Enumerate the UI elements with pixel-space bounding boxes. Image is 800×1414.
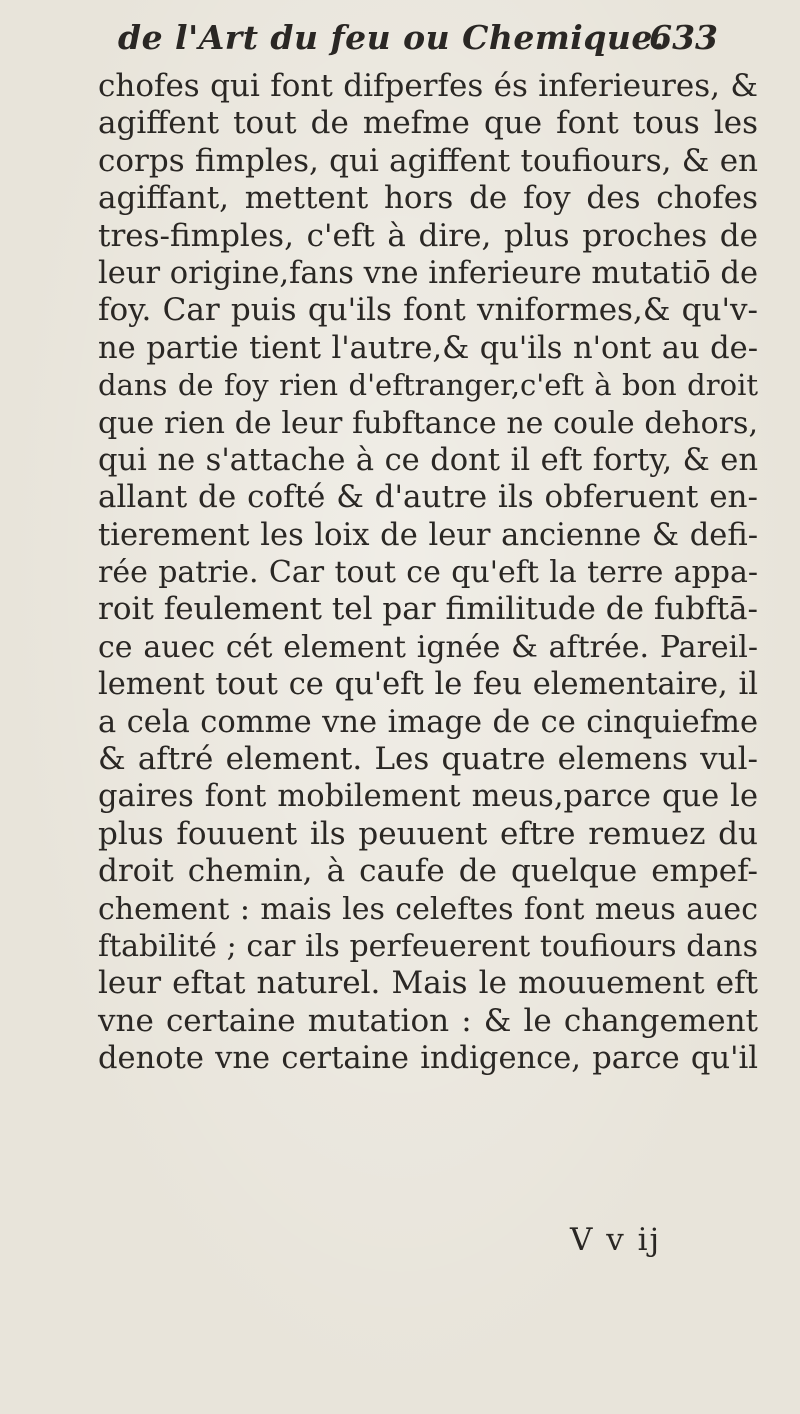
text-line: ftabilité ; car ils perfeuerent toufiours dans: [98, 928, 758, 964]
text-line: leur eftat naturel. Mais le mouuement eft: [98, 965, 758, 1002]
text-line: ce auec cét element ignée & aftrée. Pareil-: [98, 629, 758, 665]
body-text: [98, 68, 758, 1078]
running-head: [118, 18, 718, 68]
page-number: 633: [649, 18, 718, 57]
text-line: a cela comme vne image de ce cinquiefme: [98, 704, 758, 740]
signature-mark: V v ij: [570, 1222, 662, 1258]
text-line: lement tout ce qu'eft le feu elementaire, il: [98, 667, 758, 703]
text-line: rée patrie. Car tout ce qu'eft la terre appa-: [98, 555, 758, 591]
text-line: & aftré element. Les quatre elemens vul-: [98, 741, 758, 778]
text-line: tierement les loix de leur ancienne & defi-: [98, 517, 758, 553]
text-line: roit feulement tel par fimilitude de fubftā-: [98, 591, 758, 628]
text-line: allant de cofté & d'autre ils obferuent en-: [98, 479, 758, 516]
text-line: plus fouuent ils peuuent eftre remuez du: [98, 815, 758, 852]
text-line: agiffant, mettent hors de foy des chofes: [98, 180, 758, 217]
text-line: denote vne certaine indigence, parce qu'il: [98, 1041, 758, 1077]
running-head-title: de l'Art du feu ou Chemique.: [118, 18, 665, 57]
text-line: qui ne s'attache à ce dont il eft forty, & en: [98, 442, 758, 478]
text-line: agiffent tout de mefme que font tous les: [98, 105, 758, 142]
text-line: tres-fimples, c'eft à dire, plus proches de: [98, 217, 758, 254]
text-line: chement : mais les celeftes font meus auec: [98, 891, 758, 927]
text-line: gaires font mobilement meus,parce que le: [98, 779, 758, 815]
text-line: chofes qui font difperfes és inferieures, &: [98, 68, 758, 104]
text-line: droit chemin, à caufe de quelque empef-: [98, 853, 758, 890]
text-line: leur origine,fans vne inferieure mutatiō de: [98, 255, 758, 291]
text-line: vne certaine mutation : & le changement: [98, 1002, 758, 1039]
text-line: que rien de leur fubftance ne coule dehors,: [98, 405, 758, 441]
text-line: dans de foy rien d'eftranger,c'eft à bon droit: [98, 368, 758, 403]
text-line: corps fimples, qui agiffent toufiours, & en: [98, 142, 758, 179]
text-line: foy. Car puis qu'ils font vniformes,& qu'v-: [98, 292, 758, 329]
text-line: ne partie tient l'autre,& qu'ils n'ont au de-: [98, 330, 758, 366]
